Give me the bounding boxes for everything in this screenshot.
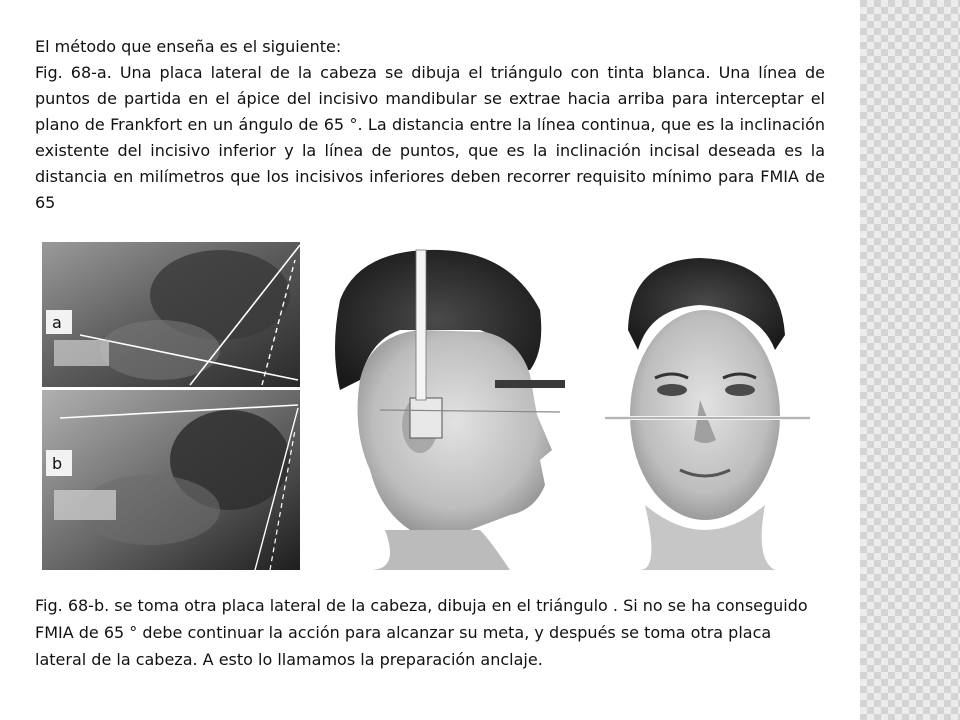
panel-b-label: b bbox=[52, 454, 63, 473]
frontal-photo bbox=[572, 242, 822, 570]
radiograph-panel-b bbox=[42, 390, 300, 570]
figure-illustration bbox=[40, 240, 822, 572]
profile-photo bbox=[305, 242, 567, 570]
intro-paragraph: Fig. 68-a. Una placa lateral de la cabeza se dibuja el triángulo con tinta blanca. Una línea de puntos de partida en el ápice del incisivo mandibular se extrae hacia arriba para interceptar el plano de Frankfort en un ángulo de 65 °. La distancia entre la línea continua, que es la inclinación existente del incisivo inferior y la línea de puntos, que es la inclinación incisal deseada es la distancia en milímetros que los incisivos inferiores deben recorrer requisito mínimo para FMIA de 65 bbox=[35, 63, 825, 212]
radiograph-panel-a bbox=[42, 242, 300, 387]
panel-a-label: a bbox=[52, 313, 62, 332]
figure-caption: Fig. 68-b. se toma otra placa lateral de la cabeza, dibuja en el triángulo . Si no se ha conseguido FMIA de 65 ° debe continuar la acción para alcanzar su meta, y después se toma otra placa lateral de la cabeza. A esto lo llamamos la preparación anclaje. bbox=[35, 596, 808, 669]
figure-radiographs-and-photos bbox=[40, 240, 822, 572]
intro-heading: El método que enseña es el siguiente: bbox=[35, 37, 342, 56]
intro-text-block bbox=[35, 34, 825, 216]
decorative-side-band bbox=[860, 0, 960, 720]
